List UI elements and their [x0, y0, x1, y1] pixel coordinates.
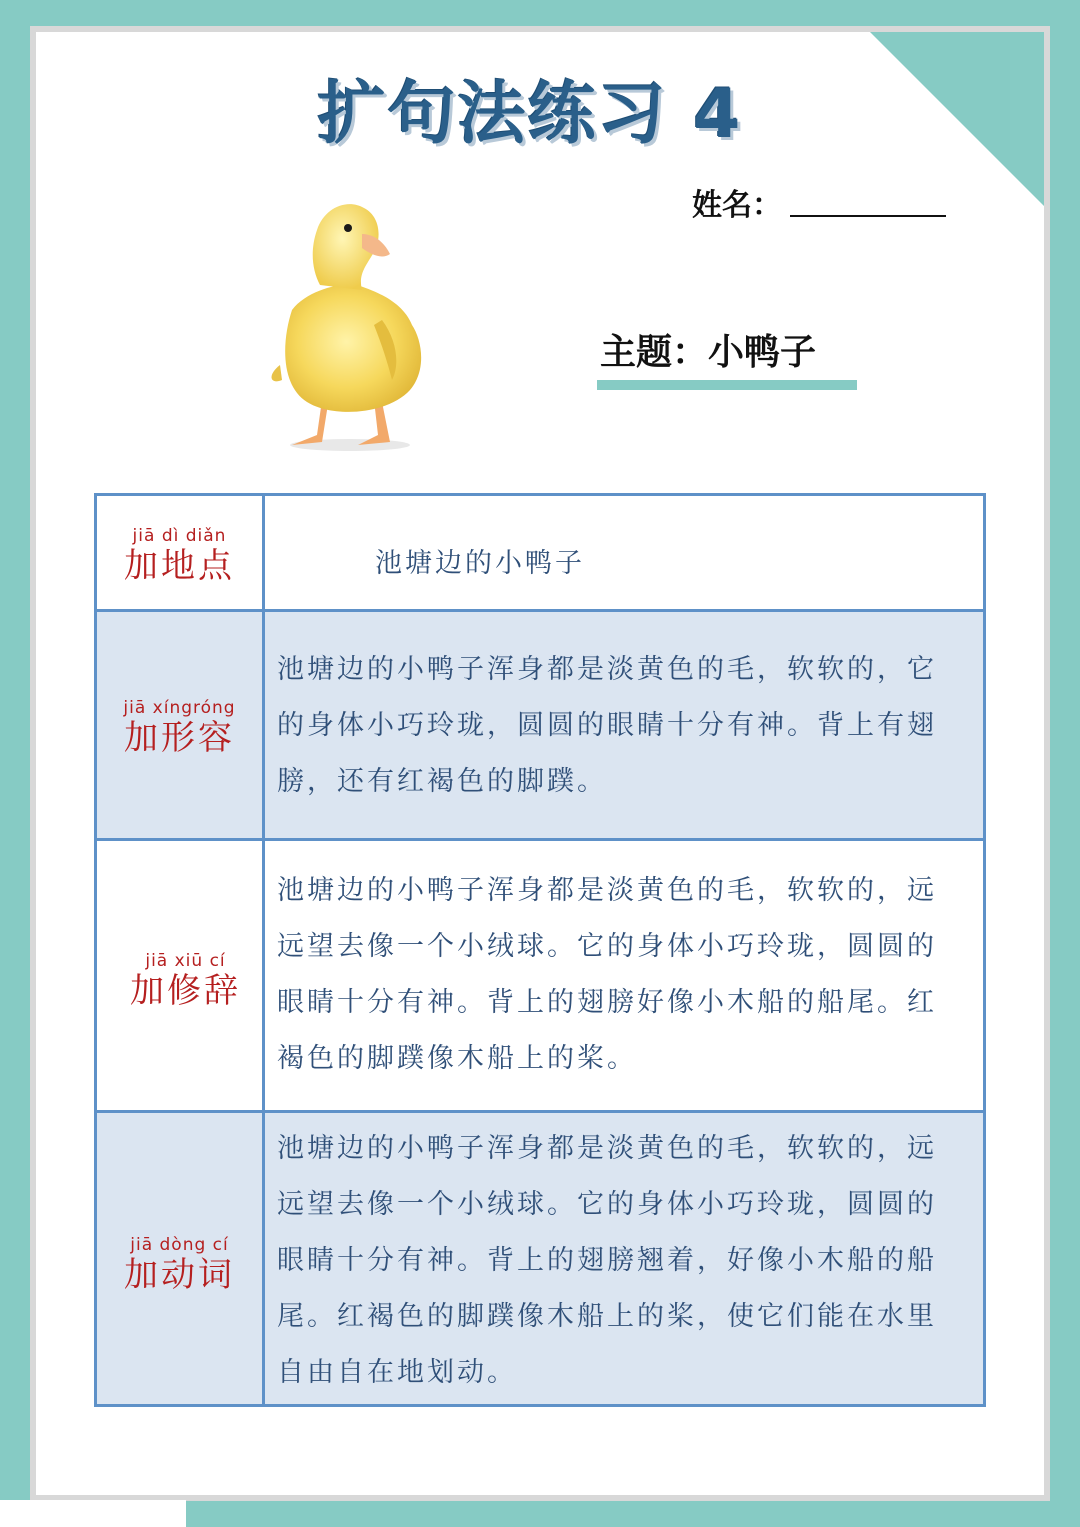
- row-label-cell: [97, 496, 265, 609]
- row-text: 池塘边的小鸭子浑身都是淡黄色的毛，软软的，远远望去像一个小绒球。它的身体小巧玲珑，圆圆的眼睛十分有神。背上的翅膀好像小木船的船尾。红褐色的脚蹼像木船上的桨。: [277, 875, 937, 1074]
- row-content-cell: [265, 612, 983, 838]
- row-pinyin: jiā xíngróng: [123, 698, 236, 718]
- bottom-tab: [0, 1500, 186, 1527]
- row-content-cell: [265, 841, 983, 1110]
- theme-label: 主题：小鸭子: [600, 332, 817, 373]
- row-text: 池塘边的小鸭子浑身都是淡黄色的毛，软软的，它的身体小巧玲珑，圆圆的眼睛十分有神。背上有翅膀，还有红褐色的脚蹼。: [277, 654, 937, 797]
- table-row-rhetoric: [97, 838, 983, 1110]
- row-pinyin: jiā dì diǎn: [132, 526, 227, 546]
- row-text: 池塘边的小鸭子浑身都是淡黄色的毛，软软的，远远望去像一个小绒球。它的身体小巧玲珑，圆圆的眼睛十分有神。背上的翅膀翘着，好像小木船的船尾。红褐色的脚蹼像木船上的桨，使它们能在水里自由自在地划动。: [277, 1133, 937, 1388]
- row-pinyin: jiā dòng cí: [130, 1235, 229, 1255]
- name-label: 姓名：: [692, 188, 782, 223]
- row-label: 加动词: [124, 1255, 235, 1295]
- name-blank-line[interactable]: [790, 215, 946, 217]
- row-content-cell: [265, 1113, 983, 1404]
- table-row-verb: [97, 1110, 983, 1404]
- row-pinyin: jiā xiū cí: [145, 951, 226, 971]
- expansion-table: [94, 493, 986, 1407]
- row-label: 加地点: [124, 546, 235, 586]
- row-label: 加形容: [124, 718, 235, 758]
- table-row-place: [97, 496, 983, 609]
- page-title: 扩句法练习 4: [317, 75, 743, 154]
- row-label-cell: [97, 1113, 265, 1404]
- row-label-cell: [97, 841, 265, 1110]
- row-content-cell: [265, 496, 983, 609]
- row-label-cell: [97, 612, 265, 838]
- table-row-adjective: [97, 609, 983, 838]
- row-text: 池塘边的小鸭子: [375, 548, 585, 579]
- row-label: 加修辞: [130, 971, 241, 1011]
- duckling-image: [262, 190, 437, 455]
- theme-underline: [597, 380, 857, 390]
